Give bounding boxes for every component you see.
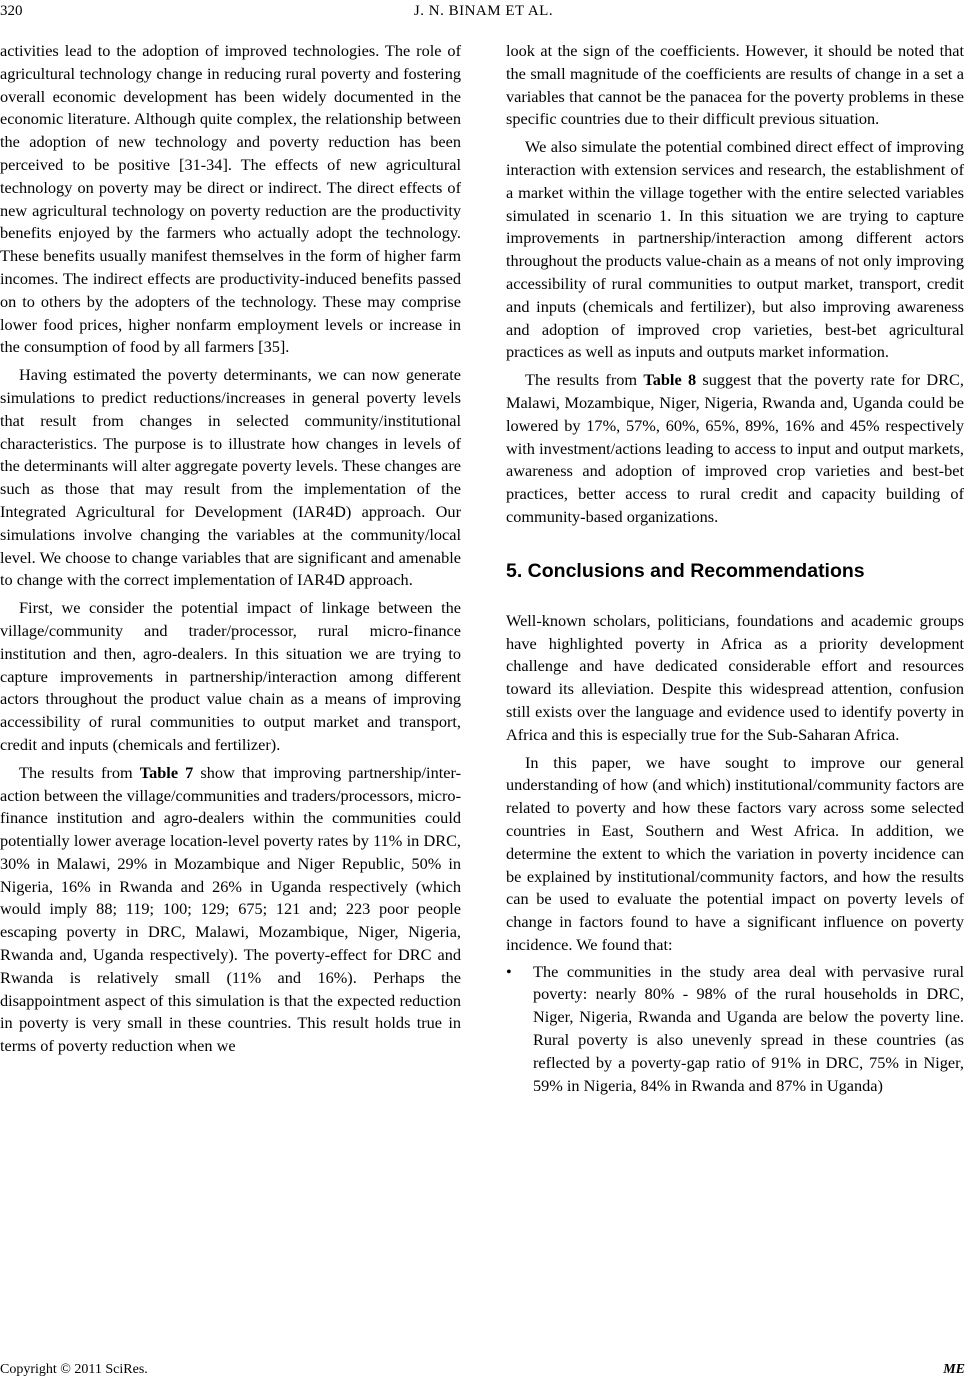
journal-abbreviation: ME (943, 1362, 965, 1377)
copyright-notice: Copyright © 2011 SciRes. (0, 1362, 148, 1377)
table-reference[interactable]: Table 8 (643, 370, 697, 390)
paragraph: We also simulate the potential combined direct effect of improving interaction with extension services and research, the establishment of a market within the village together with the entire selected variables simulated in scenario 1. In this situation we are trying to capture improvements in partnership/interaction among different actors throughout the products value-chain as a means of not only improving accessibility of rural communities to output market, transport, credit and inputs (chemicals and fertilizer), but also improving awareness and adoption of improved crop varieties, best-bet agricultural practices as well as inputs and outputs market information. (506, 137, 964, 362)
text-run: show that improving partnership/inter-action between the village/communities and traders/processors, micro-finance institution and agro-dealers within the communities could potentially lower average location-level poverty rates by 11% in DRC, 30% in Malawi, 29% in Mozambique and Niger Republic, 50% in Nigeria, 16% in Rwanda and 26% in Uganda respectively (which would imply 88; 119; 100; 129; 675; 121 and; 223 poor people escaping poverty in DRC, Malawi, Mozambique, Niger, Nigeria, Rwanda and, Uganda respectively). The poverty-effect for DRC and Rwanda is relatively small (11% and 16%). Perhaps the disappointment aspect of this simulation is that the expected reduction in poverty is very small in these countries. This result holds true in terms of poverty reduction when we (0, 762, 461, 1056)
paragraph: In this paper, we have sought to improve our general understanding of how (and which) institutional/community factors are related to poverty and how these factors vary across some selected countries in East, Southern and West Africa. In addition, we determine the extent to which the variation in poverty incidence can be explained by institutional/community factors, and how the results can be used to evaluate the potential impact on poverty levels of change in factors found to have a significant influence on poverty incidence. We found that: (506, 752, 964, 954)
table-reference[interactable]: Table 7 (139, 762, 194, 782)
page-header (0, 0, 967, 30)
text-run: The results from (19, 762, 140, 782)
paragraph: Well-known scholars, politicians, foundations and academic groups have highlighted poverty in Africa as a priority development challenge and have dedicated considerable effort and resources toward its alleviation. Despite this widespread attention, confusion still exists over the language and evidence used to identify poverty in Africa and this is especially true for the Sub-Saharan Africa. (506, 610, 964, 744)
paragraph (506, 369, 964, 529)
page-footer (0, 1360, 967, 1384)
paragraph (0, 762, 461, 1058)
running-head: J. N. BINAM ET AL. (413, 3, 554, 19)
page-number: 320 (0, 3, 23, 19)
bullet-icon: • (506, 961, 512, 981)
paragraph: First, we consider the potential impact of linkage between the village/community and trader/processor, rural micro-finance institution and then, agro-dealers. In this situation we are trying to capture improvements in partnership/interaction among different actors throughout the product value chain as a means of improving accessibility of rural communities to output market and transport, credit and inputs (chemicals and fertilizer). (0, 598, 461, 754)
paragraph: look at the sign of the coefficients. However, it should be noted that the small magnitude of the coefficients are results of change in a set a variables that cannot be the panacea for the poverty problems in these specific countries due to their difficult previous situation. (506, 41, 964, 129)
section-heading: 5. Conclusions and Recommendations (506, 559, 865, 582)
paragraph: activities lead to the adoption of improved technologies. The role of agricultural technology change in reducing rural poverty and fostering overall economic development has been widely documented in the economic literature. Although quite complex, the relationship between the adoption of new technology and poverty reduction has been perceived to be positive [31-34]. The effects of new agricultural technology on poverty may be direct or indirect. The direct effects of new agricultural technology on poverty reduction are the productivity benefits enjoyed by the farmers who actually adopt the technology. These benefits usually manifest themselves in the form of higher farm incomes. The indirect effects are productivity-induced benefits passed on to others by the adopters of the technology. These may comprise lower food prices, higher nonfarm employment levels or increase in the consumption of food by all farmers [35]. (0, 41, 461, 357)
paragraph: Having estimated the poverty determinants, we can now generate simulations to predict reductions/increases in general poverty levels that result from changes in selected community/institutional characteristics. The purpose is to illustrate how changes in levels of the determinants will alter aggregate poverty levels. These changes are such as those that may result from the implementation of the Integrated Agricultural for Development (IAR4D) approach. Our simulations involve changing the variables at the community/local level. We choose to change variables that are significant and amenable to change with the correct implementation of IAR4D approach. (0, 365, 461, 590)
bullet-text: The communities in the study area deal with pervasive rural poverty: nearly 80% - 98% of the rural households in DRC, Niger, Nigeria, Rwanda and Uganda are below the poverty line. Rural poverty is also unevenly spread in these countries (as reflected by a poverty-gap ratio of 91% in DRC, 75% in Niger, 59% in Nigeria, 84% in Rwanda and 87% in Uganda) (533, 961, 964, 1095)
bullet-item (506, 961, 964, 1098)
text-run: suggest that the poverty rate for DRC, Malawi, Mozambique, Niger, Nigeria, Rwanda and, Uganda could be lowered by 17%, 57%, 60%, 65%, 89%, 16% and 45% respectively with investment/actions leading to access to input and output markets, awareness and adoption of improved crop varieties and best-bet practices, better access to rural credit and capacity building of community-based organizations. (506, 370, 964, 526)
left-column (0, 40, 461, 1058)
text-run: The results from (525, 370, 644, 390)
right-column (506, 40, 964, 1097)
